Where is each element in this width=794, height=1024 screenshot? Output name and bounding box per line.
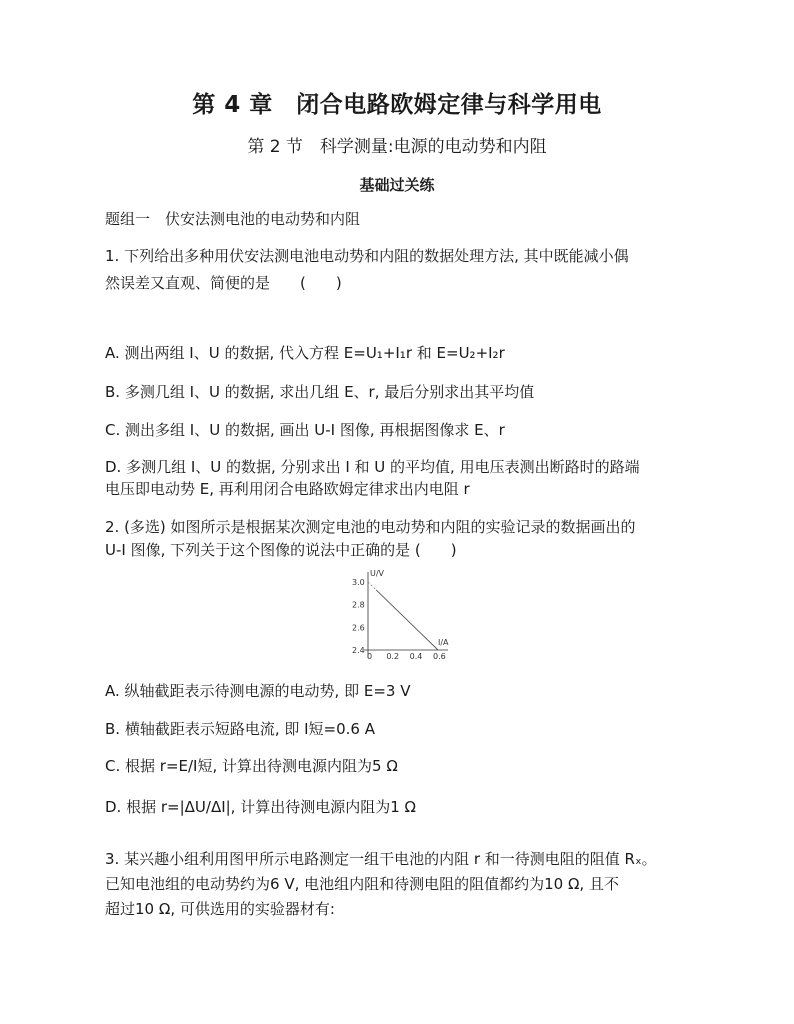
u-i-chart: [340, 568, 470, 666]
chapter-title: 第 4 章 闭合电路欧姆定律与科学用电: [192, 92, 602, 118]
x-tick-label: 0: [367, 652, 373, 661]
exercise-subtitle: 基础过关练: [359, 176, 435, 194]
question-1-option-d-continued: 电压即电动势 E, 再利用闭合电路欧姆定律求出内电阻 r: [105, 480, 470, 498]
y-axis-label: U/V: [370, 569, 385, 578]
question-2-option-b[interactable]: B. 横轴截距表示短路电流, 即 I短=0.6 A: [105, 720, 376, 738]
y-tick-label: 2.8: [352, 600, 365, 610]
question-2-option-c[interactable]: C. 根据 r=E/I短, 计算出待测电源内阻为5 Ω: [105, 757, 398, 775]
x-tick-label: 0.2: [386, 652, 400, 661]
series-extension: [368, 582, 376, 590]
question-1-option-a[interactable]: A. 测出两组 I、U 的数据, 代入方程 E=U₁+I₁r 和 E=U₂+I₂r: [105, 344, 505, 362]
question-1-option-b[interactable]: B. 多测几组 I、U 的数据, 求出几组 E、r, 最后分别求出其平均值: [105, 383, 535, 401]
x-axis-label: I/A: [438, 638, 449, 647]
x-tick-label: 0.6: [433, 652, 446, 661]
question-2-line-2: U-I 图像, 下列关于这个图像的说法中正确的是 ( ): [105, 541, 457, 559]
y-tick-label: 3.0: [352, 578, 365, 587]
question-2-option-d[interactable]: D. 根据 r=|ΔU/ΔI|, 计算出待测电源内阻为1 Ω: [105, 798, 416, 816]
x-tick-label: 0.4: [409, 652, 423, 661]
question-1-option-c[interactable]: C. 测出多组 I、U 的数据, 画出 U-I 图像, 再根据图像求 E、r: [105, 421, 505, 439]
question-3-line-2: 已知电池组的电动势约为6 V, 电池组内阻和待测电阻的阻值都约为10 Ω, 且不: [105, 875, 619, 893]
question-3-line-3: 超过10 Ω, 可供选用的实验器材有:: [105, 900, 335, 918]
y-tick-label: 2.4: [352, 646, 365, 655]
question-1-option-d[interactable]: D. 多测几组 I、U 的数据, 分别求出 I 和 U 的平均值, 用电压表测出断路时的路端: [105, 458, 640, 476]
question-1-line-2: 然误差又直观、简便的是 ( ): [105, 274, 342, 292]
question-1-line-1: 1. 下列给出多种用伏安法测电池电动势和内阻的数据处理方法, 其中既能减小偶: [105, 247, 629, 265]
question-group-heading: 题组一 伏安法测电池的电动势和内阻: [105, 210, 361, 228]
question-3-line-1: 3. 某兴趣小组利用图甲所示电路测定一组干电池的内阻 r 和一待测电阻的阻值 Rₓ。: [105, 850, 657, 868]
question-2-option-a[interactable]: A. 纵轴截距表示待测电源的电动势, 即 E=3 V: [105, 682, 411, 700]
question-2-line-1: 2. (多选) 如图所示是根据某次测定电池的电动势和内阻的实验记录的数据画出的: [105, 518, 636, 536]
y-tick-label: 2.6: [352, 623, 365, 633]
section-title: 第 2 节 科学测量:电源的电动势和内阻: [247, 137, 547, 157]
series-line: [376, 590, 438, 650]
